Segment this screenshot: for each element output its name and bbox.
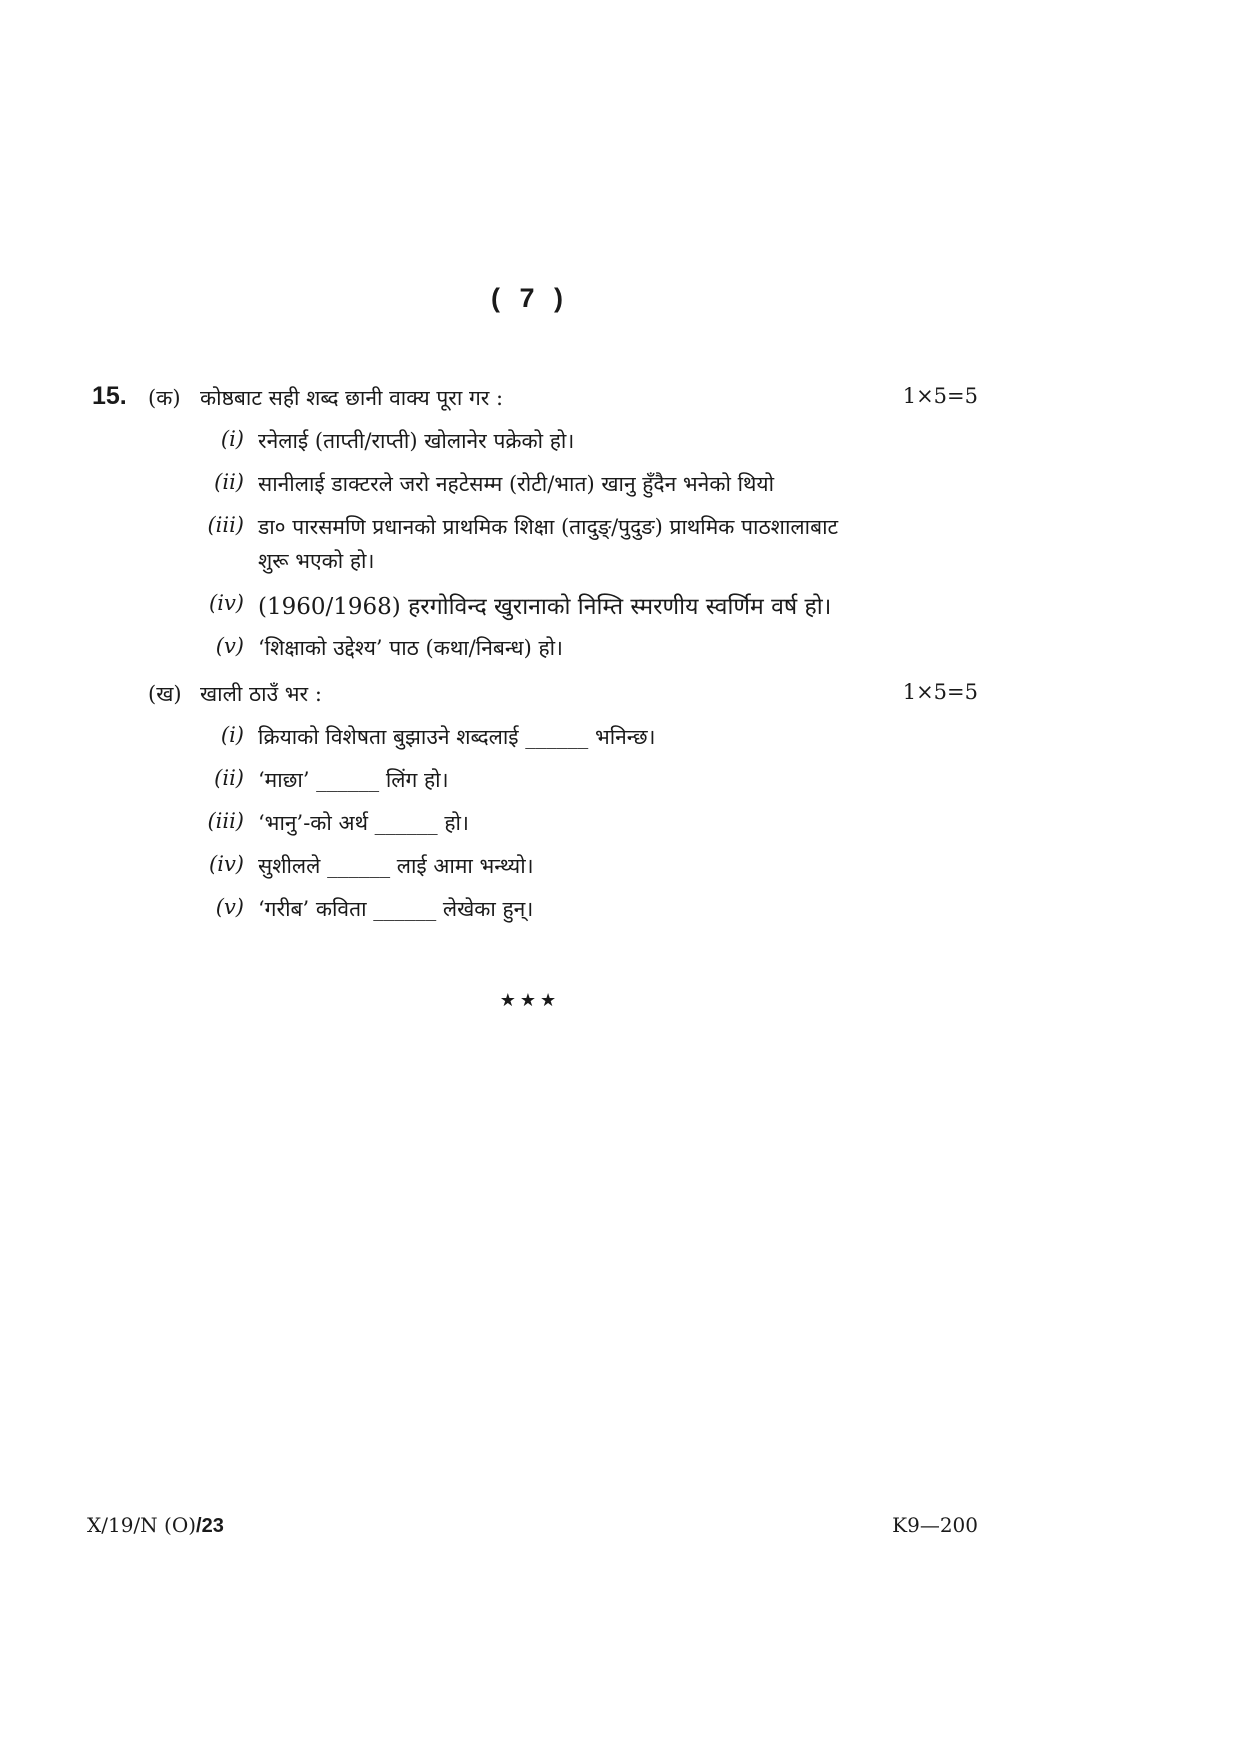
footer-paper-code bbox=[87, 1513, 224, 1538]
footer-paper-code-prefix: X/19/N (O) bbox=[87, 1513, 197, 1537]
part-a-instruction: कोष्ठबाट सही शब्द छानी वाक्य पूरा गर : bbox=[200, 386, 504, 410]
part-a-item-3-text-line-1: डा० पारसमणि प्रधानको प्राथमिक शिक्षा (तादुङ्/पुदुङ) प्राथमिक पाठशालाबाट bbox=[258, 515, 839, 539]
part-a-label: (क) bbox=[148, 386, 181, 410]
part-b-item-4-number: (iv) bbox=[209, 852, 244, 876]
footer-print-code: K9—200 bbox=[892, 1513, 978, 1537]
footer-paper-code-suffix: /23 bbox=[196, 1515, 224, 1537]
part-b-marks: 1×5=5 bbox=[902, 680, 978, 704]
part-b-item-1-text: क्रियाको विशेषता बुझाउने शब्दलाई ______ भनिन्छ। bbox=[258, 725, 656, 749]
part-a-item-3-text-line-2: शुरू भएको हो। bbox=[258, 549, 375, 573]
question-number: 15. bbox=[92, 382, 127, 410]
part-a-marks: 1×5=5 bbox=[902, 384, 978, 408]
part-a-item-2-text: सानीलाई डाक्टरले जरो नहटेसम्म (रोटी/भात) खानु हुँदैन भनेको थियो bbox=[258, 472, 775, 496]
part-a-item-5-number: (v) bbox=[215, 634, 244, 658]
part-a-item-4-text: (1960/1968) हरगोविन्द खुरानाको निम्ति स्मरणीय स्वर्णिम वर्ष हो। bbox=[258, 594, 832, 620]
part-b-label: (ख) bbox=[148, 682, 182, 706]
part-a-item-4-number: (iv) bbox=[209, 591, 244, 615]
part-b-item-5-text: ‘गरीब’ कविता ______ लेखेका हुन्। bbox=[258, 897, 534, 921]
end-of-paper-stars: ★★★ bbox=[499, 990, 561, 1011]
part-b-item-1-number: (i) bbox=[220, 723, 244, 747]
part-b-item-3-number: (iii) bbox=[207, 809, 244, 833]
part-a-item-5-text: ‘शिक्षाको उद्देश्य’ पाठ (कथा/निबन्ध) हो। bbox=[258, 636, 563, 660]
part-b-item-4-text: सुशीलले ______ लाई आमा भन्थ्यो। bbox=[258, 854, 534, 878]
part-a-item-1-text: रनेलाई (ताप्ती/राप्ती) खोलानेर पक्रेको हो। bbox=[258, 429, 575, 453]
part-b-item-3-text: ‘भानु’-को अर्थ ______ हो। bbox=[258, 811, 469, 835]
page-number: ( 7 ) bbox=[490, 283, 569, 313]
part-a-item-2-number: (ii) bbox=[214, 470, 244, 494]
part-a-item-3-number: (iii) bbox=[207, 513, 244, 537]
part-a-item-1-number: (i) bbox=[220, 427, 244, 451]
part-b-instruction: खाली ठाउँ भर : bbox=[200, 682, 322, 706]
part-b-item-2-number: (ii) bbox=[214, 766, 244, 790]
part-b-item-5-number: (v) bbox=[215, 895, 244, 919]
part-b-item-2-text: ‘माछा’ ______ लिंग हो। bbox=[258, 768, 449, 792]
